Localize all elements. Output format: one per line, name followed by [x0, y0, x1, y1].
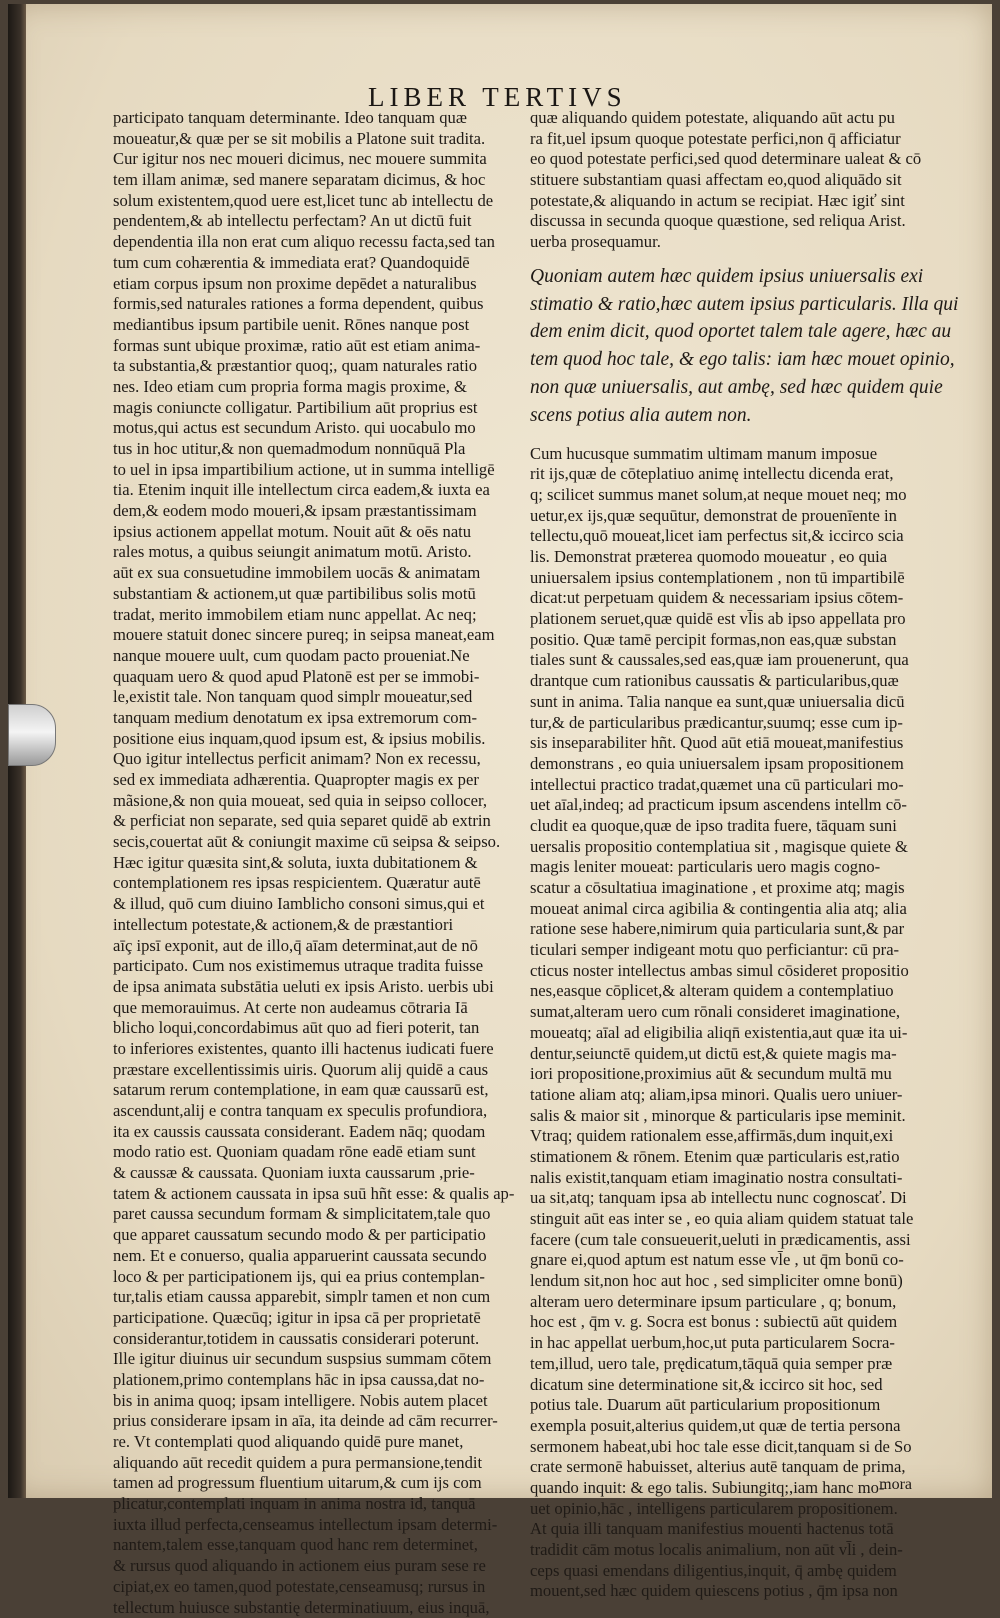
text-line: stimationem & rōnem. Etenim quæ particularis est,ratio — [530, 1147, 942, 1168]
text-line: rit ijs,quæ de cōteplatiuo animę intellectu dicenda erat, — [530, 464, 942, 485]
text-line: secis,couertat aūt & coniungit maxime cū seipsa & seipso. — [113, 832, 518, 853]
text-line: solum existentem,quod uere est,licet tunc ab intellectu de — [113, 191, 518, 212]
text-line: uerba prosequamur. — [530, 232, 942, 253]
commentary-top-block — [530, 108, 942, 253]
text-line: ceps quasi emendans diligentius,inquit, q̄ ambę quidem — [530, 1561, 942, 1582]
text-line: loco & per participationem ijs, qui ea prius contemplan- — [113, 1267, 518, 1288]
text-line: mouere statuit donec sincere pureq; in seipsa maneat,eam — [113, 625, 518, 646]
text-line: participato. Cum nos existimemus utraque tradita fuisse — [113, 956, 518, 977]
text-line: aūt ex sua consuetudine immobilem uocās & animatam — [113, 563, 518, 584]
text-line: & caussæ & caussata. Quoniam iuxta caussarum ,prie- — [113, 1163, 518, 1184]
text-line: tem quod hoc tale, & ego talis: iam hæc mouet opinio, — [530, 346, 942, 374]
text-line: sermonem habeat,ubi hoc tale esse dicit,tanquam si de So — [530, 1437, 942, 1458]
text-line: quæ aliquando quidem potestate, aliquando aūt actu pu — [530, 108, 942, 129]
text-line: aliquando aūt recedit quidem a pura permansione,tendit — [113, 1453, 518, 1474]
text-line: contemplationem res ipsas respicientem. Quæratur autē — [113, 873, 518, 894]
text-line: participatione. Quæcūq; igitur in ipsa cā per proprietatē — [113, 1308, 518, 1329]
text-line: to uel in ipsa impartibilium actione, ut in summa intelligē — [113, 460, 518, 481]
text-line: substantiam & actionem,ut quæ partibilibus solis motū — [113, 584, 518, 605]
text-line: sunt in anima. Talia nanque ea sunt,quæ uniuersalia dicū — [530, 692, 942, 713]
text-line: demonstrans , eo quia uniuersalem ipsam propositionem — [530, 754, 942, 775]
text-line: in hac appellat uerbum,hoc,ut puta particularem Socra- — [530, 1333, 942, 1354]
text-line: considerantur,totidem in caussatis considerari poterunt. — [113, 1329, 518, 1350]
text-line: ra fit,uel ipsum quoque potestate perfici,non q̄ afficiatur — [530, 129, 942, 150]
text-line: tem,illud, uero tale, prędicatum,tāquā quia semper præ — [530, 1354, 942, 1375]
text-line: to inferiores existentes, quanto illi hactenus iudicati fuere — [113, 1039, 518, 1060]
text-line: lis. Demonstrat præterea quomodo moueatur , eo quia — [530, 547, 942, 568]
text-line: aīç ipsī exponit, aut de illo,q̄ aīam determinat,aut de nō — [113, 936, 518, 957]
text-line: tem illam animæ, sed manere separatam dicimus, & hoc — [113, 170, 518, 191]
text-line: tanquam medium denotatum ex ipsa extremorum com- — [113, 708, 518, 729]
text-line: tur,talis etiam caussa apparebit, simplr tamen et non cum — [113, 1287, 518, 1308]
text-line: sed ex immediata adhærentia. Quapropter magis ex per — [113, 770, 518, 791]
text-line: ascendunt,alij e contra tanquam ex speculis profundiora, — [113, 1101, 518, 1122]
text-line: formis,sed naturales rationes a forma dependent, quibus — [113, 294, 518, 315]
text-line: & rursus quod aliquando in actionem eius puram sese re — [113, 1556, 518, 1577]
text-line: ita ex caussis caussata considerant. Eadem nāq; quodam — [113, 1122, 518, 1143]
text-line: Cum hucusque summatim ultimam manum imposue — [530, 444, 942, 465]
text-line: sis inseparabiliter hñt. Quod aūt etiā moueat,manifestius — [530, 733, 942, 754]
text-line: Ille igitur diuinus uir secundum suspsius summam cōtem — [113, 1349, 518, 1370]
text-line: stinguit aūt eas inter se , eo quia aliam quidem statuat tale — [530, 1209, 942, 1230]
text-line: sumat,alteram uero cum rōnali consideret imaginatione, — [530, 1002, 942, 1023]
text-line: nantem,talem esse,tanquam quod hanc rem determinet, — [113, 1535, 518, 1556]
text-line: salis & maior sit , minorque & particularis ipse meminit. — [530, 1106, 942, 1127]
text-line: dicatum sine determinatione sit,& iccirco sit hoc, sed — [530, 1375, 942, 1396]
text-line: uniuersalem ipsius contemplationem , non tū impartibilē — [530, 568, 942, 589]
text-line: & illud, quō cum diuino Iamblicho consoni simus,qui et — [113, 894, 518, 915]
text-line: ipsius actionem appellat motum. Nouit aūt & oēs natu — [113, 522, 518, 543]
text-line: etiam corpus ipsum non proxime depēdet a naturalibus — [113, 274, 518, 295]
text-line: discussa in secunda quoque quæstione, sed reliqua Arist. — [530, 211, 942, 232]
text-line: moueat animal circa agibilia & contingentia alia atq; alia — [530, 899, 942, 920]
text-line: pendentem,& ab intellectu perfectam? An ut dictū fuit — [113, 211, 518, 232]
text-line: le,existit tale. Non tanquam quod simplr moueatur,sed — [113, 687, 518, 708]
text-line: gnare ei,quod aptum est natum esse vl̄e , ut q̄m bonū co- — [530, 1250, 942, 1271]
text-line: Quoniam autem hæc quidem ipsius uniuersalis exi — [530, 263, 942, 291]
text-line: plationem seruet,quæ quidē est vl̄is ab ipso appellata pro — [530, 609, 942, 630]
text-line: cludit ea quoque,quæ de ipso tradita fuere, tāquam suni — [530, 816, 942, 837]
text-line: non quæ uniuersalis, aut ambę, sed hæc quidem quie — [530, 374, 942, 402]
text-line: cticus noster intellectus ambas simul cōsideret propositio — [530, 961, 942, 982]
page-clip — [8, 704, 56, 766]
text-line: motus,qui actus est secundum Aristo. qui uocabulo mo — [113, 418, 518, 439]
text-line: nanque mouere uult, cum quodam pacto proueniat.Ne — [113, 646, 518, 667]
text-line: lendum sit,non hoc aut hoc , sed simpliciter omne bonū) — [530, 1271, 942, 1292]
text-line: dem,& eodem modo moueri,& ipsam præstantissimam — [113, 501, 518, 522]
text-line: bis in anima quoq; ipsam intelligere. Nobis autem placet — [113, 1391, 518, 1412]
text-line: plationem,primo contemplans hāc in ipsa caussa,dat no- — [113, 1370, 518, 1391]
text-line: potius tale. Duarum aūt particularium propositionum — [530, 1395, 942, 1416]
text-line: formas sunt ubique proximæ, ratio aūt est etiam anima- — [113, 336, 518, 357]
text-line: præstare excellentissimis uiris. Quorum alij quidē a caus — [113, 1060, 518, 1081]
text-line: stituere substantiam quasi affectam eo,quod aliquādo sit — [530, 170, 942, 191]
text-line: tur,& de particularibus prædicantur,suumq; esse cum ip- — [530, 713, 942, 734]
text-line: scens potius alia autem non. — [530, 402, 942, 430]
text-line: que memorauimus. At certe non audeamus cōtraria Iā — [113, 998, 518, 1019]
text-line: Cur igitur nos nec moueri dicimus, nec mouere summita — [113, 149, 518, 170]
left-text-column — [113, 108, 518, 1618]
text-line: intellectui practico tradat,quæmet una cū particulari mo- — [530, 775, 942, 796]
text-line: nes,easque cōplicet,& alteram quidem a contemplatiuo — [530, 981, 942, 1002]
text-line: uet opinio,hāc , intelligens particularem propositionem. — [530, 1499, 942, 1520]
text-line: Quo igitur intellectus perficit animam? Non ex recessu, — [113, 749, 518, 770]
text-line: iuxta illud perfecta,censeamus intellectum ipsam determi- — [113, 1515, 518, 1536]
text-line: mouent,sed hæc quidem quiescens potius , q̄m ipsa non — [530, 1581, 942, 1602]
text-line: tus in hoc utitur,& non quemadmodum nonnūquā Pla — [113, 439, 518, 460]
text-line: potestate,& aliquando in actum se recipiat. Hæc igiť sint — [530, 191, 942, 212]
text-line: & perficiat non separate, sed quia separet quidē ab extrin — [113, 811, 518, 832]
aristotle-text-block — [530, 263, 942, 430]
text-line: tellectu,quō moueat,licet iam perfectus sit,& iccirco scia — [530, 526, 942, 547]
text-line: Vtraq; quidem rationalem esse,affirmās,dum inquit,exi — [530, 1126, 942, 1147]
text-line: de ipsa animata substātia ueluti ex ipsis Aristo. uerbis ubi — [113, 977, 518, 998]
text-line: scatur a cōsultatiua imaginatione , et proxime atq; magis — [530, 878, 942, 899]
text-line: prius considerare ipsam in aīa, ita deinde ad cām recurrer- — [113, 1411, 518, 1432]
text-line: tatem & actionem caussata in ipsa suū hñt esse: & qualis ap- — [113, 1184, 518, 1205]
text-line: uetur,ex ijs,quæ sequūtur, demonstrat de prouenīente in — [530, 506, 942, 527]
catchword: mora — [879, 1476, 912, 1494]
text-line: dicat:ut perpetuam quidem & necessariam ipsius cōtem- — [530, 588, 942, 609]
text-line: iori propositione,proximius aūt & secundum multā mu — [530, 1064, 942, 1085]
text-line: tatione aliam atq; aliam,ipsa minori. Qualis uero uniuer- — [530, 1085, 942, 1106]
text-line: alteram uero determinare ipsum particulare , q; bonum, — [530, 1292, 942, 1313]
text-line: modo ratio est. Quoniam quadam rōne eadē etiam sunt — [113, 1142, 518, 1163]
text-line: uet aīal,indeq; ad practicum ipsum ascendens intellm cō- — [530, 795, 942, 816]
text-line: re. Vt contemplati quod aliquando quidē pure manet, — [113, 1432, 518, 1453]
text-line: magis coniuncte colligatur. Partibilium aūt proprius est — [113, 398, 518, 419]
text-line: participato tanquam determinante. Ideo tanquam quæ — [113, 108, 518, 129]
text-line: que apparet caussatum secundo modo & per participatio — [113, 1225, 518, 1246]
text-line: stimatio & ratio,hæc autem ipsius particularis. Illa qui — [530, 291, 942, 319]
text-line: Hæc igitur quæsita sint,& soluta, iuxta dubitationem & — [113, 853, 518, 874]
text-line: ticulari semper indigeant motu quo perficiantur: cū pra- — [530, 940, 942, 961]
running-header: LIBER TERTIVS — [368, 82, 668, 114]
right-text-column — [530, 108, 942, 1602]
text-line: rales motus, a quibus seiungit animatum motū. Aristo. — [113, 542, 518, 563]
text-line: tiales sunt & caussales,sed eas,quæ iam prouenerunt, qua — [530, 650, 942, 671]
text-line: ratione sese habere,nimirum quia particularia sunt,& par — [530, 919, 942, 940]
text-line: exempla posuit,alterius quidem,ut quæ de tertia persona — [530, 1416, 942, 1437]
text-line: positio. Quæ tamē percipit formas,non eas,quæ substan — [530, 630, 942, 651]
text-line: quando inquit: & ego talis. Subiungitq;,iam hanc mo- — [530, 1478, 942, 1499]
text-line: dependentia illa non erat cum aliquo recessu facta,sed tan — [113, 232, 518, 253]
text-line: tradidit cām motus localis animalium, non aūt vl̄i , dein- — [530, 1540, 942, 1561]
text-line: cipiat,ex eo tamen,quod potestate,censeamusq; rursus in — [113, 1577, 518, 1598]
text-line: tia. Etenim inquit ille intellectum circa eadem,& iuxta ea — [113, 480, 518, 501]
text-line: ua sit,atq; tanquam ipsa ab intellectu nunc cognoscať. Di — [530, 1188, 942, 1209]
text-line: At quia illi tanquam manifestius mouenti hactenus totā — [530, 1519, 942, 1540]
text-line: ta substantia,& præstantior quoq;, quam naturales ratio — [113, 356, 518, 377]
commentary-bottom-block — [530, 444, 942, 1603]
text-line: facere (cum tale consueuerit,ueluti in prædicamentis, assi — [530, 1230, 942, 1251]
text-line: tellectum huiusce substantię determinatiuum, eius inquā, — [113, 1598, 518, 1618]
text-line: tradat, merito immobilem etiam nunc appellat. Ac neq; — [113, 605, 518, 626]
text-line: drantque cum rationibus caussatis & particularibus,quæ — [530, 671, 942, 692]
text-line: hoc est , q̄m v. g. Socra est bonus : subiectū aūt quidem — [530, 1312, 942, 1333]
text-line: dem enim dicit, quod oportet talem tale agere, hæc au — [530, 318, 942, 346]
text-line: tum cum cohærentia & immediata erat? Quandoquidē — [113, 253, 518, 274]
text-line: eo quod potestate perfici,sed quod determinare ualeat & cō — [530, 149, 942, 170]
text-line: mediantibus ipsum partibile uenit. Rōnes nanque post — [113, 315, 518, 336]
text-line: quaquam uero & quod apud Platonē est per se immobi- — [113, 667, 518, 688]
text-line: moueatq; aīal ad eligibilia aliqn̄ existentia,aut quæ ita ui- — [530, 1023, 942, 1044]
text-line: nalis existit,tanquam etiam imaginatio nostra consultati- — [530, 1168, 942, 1189]
text-line: moueatur,& quæ per se sit mobilis a Platone suit tradita. — [113, 129, 518, 150]
text-line: q; scilicet summus manet solum,at neque mouet neq; mo — [530, 485, 942, 506]
text-line: paret caussa secundum formam & simplicitatem,tale quo — [113, 1204, 518, 1225]
text-line: plicatur,contemplati inquam in anima nostra id, tanquā — [113, 1494, 518, 1515]
text-line: uersalis propositio contemplatiua sit , magisque quiete & — [530, 837, 942, 858]
text-line: nes. Ideo etiam cum propria forma magis proxime, & — [113, 377, 518, 398]
text-line: crate sermonē habuisset, alterius autē tanquam de prima, — [530, 1457, 942, 1478]
text-line: satarum rerum contemplatione, in eam quæ caussarū est, — [113, 1080, 518, 1101]
text-line: blicho loqui,concordabimus aūt quo ad fieri poterit, tan — [113, 1018, 518, 1039]
text-line: positione eius inquam,quod ipsum est, & ipsius mobilis. — [113, 729, 518, 750]
text-line: dentur,seiunctē quidem,ut dictū est,& quiete magis ma- — [530, 1044, 942, 1065]
text-line: intellectum potestate,& actionem,& de præstantiori — [113, 915, 518, 936]
text-line: mãsione,& non quia moueat, sed quia in seipso collocer, — [113, 791, 518, 812]
text-line: tamen ad progressum fluentium uitarum,& cum ijs com — [113, 1473, 518, 1494]
text-line: nem. Et e conuerso, qualia apparuerint caussata secundo — [113, 1246, 518, 1267]
text-line: magis leniter moueat: particularis uero magis cogno- — [530, 857, 942, 878]
book-page — [8, 4, 992, 1498]
